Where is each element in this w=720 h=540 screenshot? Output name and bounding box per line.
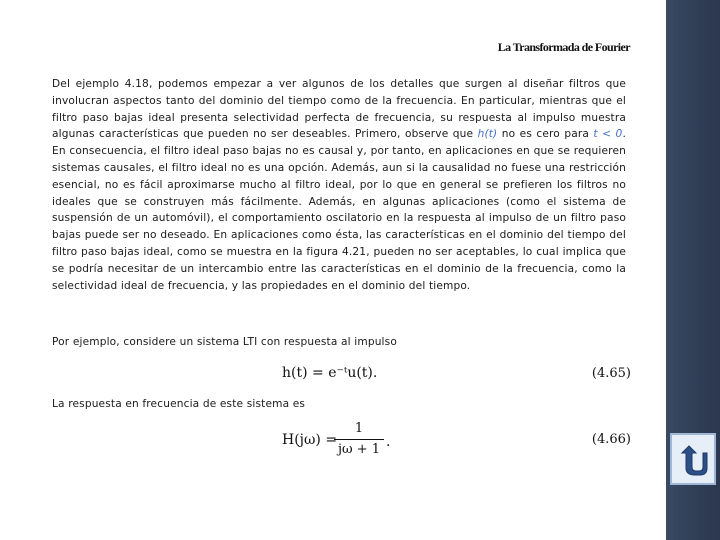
highlight-ht: h(t) xyxy=(477,128,498,141)
body-paragraph xyxy=(52,76,626,294)
equation-fraction xyxy=(334,420,384,459)
return-arrow-icon xyxy=(677,443,709,477)
slide-title: La Transformada de Fourier xyxy=(497,40,630,54)
equation-impulse-response: h(t) = e⁻ᵗu(t). xyxy=(282,365,378,381)
return-button[interactable] xyxy=(670,433,716,485)
equation-4-65 xyxy=(276,362,635,386)
paragraph-text-c: . En consecuencia, el filtro ideal paso bajas no es causal y, por tanto, en aplicaciones en que se requieren sistemas causales, el filtro ideal no es una opción. Además, aun si la causalidad no fuese una restricción esencial, no es fácil aproximarse mucho al filtro ideal, por lo que en general se prefieren los filtros no ideales que se construyen más fácilmente. Además, en algunas aplicaciones (como el sistema de suspensión de un automóvil), el comportamiento oscilatorio en la respuesta al impulso de un filtro paso bajas puede ser no deseado. En aplicaciones como ésta, las características en el dominio del tiempo del filtro paso bajas ideal, como se muestra en la figura 4.21, pueden no ser aceptables, lo cual implica que se podría necesitar de un intercambio entre las características en el dominio de la frecuencia, como la selectividad ideal de frecuencia, y las propiedades en el dominio del tiempo. xyxy=(52,128,626,292)
equation-period: . xyxy=(386,434,391,450)
example-intro-text: Por ejemplo, considere un sistema LTI con respuesta al impulso xyxy=(52,336,397,348)
equation-4-66 xyxy=(276,420,635,462)
equation-number: (4.66) xyxy=(591,432,631,447)
equation-number: (4.65) xyxy=(591,366,631,381)
fraction-bar xyxy=(334,439,384,440)
fraction-numerator: 1 xyxy=(354,421,364,436)
paragraph-text-a: Del ejemplo 4.18, podemos empezar a ver algunos de los detalles que surgen al diseñar filtros que involucran aspectos tanto del dominio del tiempo como de la frecuencia. En particular, mientras que el filtro paso bajas ideal presenta selectividad perfecta de frecuencia, su respuesta al impulso muestra algunas características que pueden no ser deseables. Primero, observe que xyxy=(52,78,626,141)
fraction-denominator: jω + 1 xyxy=(337,442,381,457)
equation-lhs: H(jω) = xyxy=(282,432,338,448)
highlight-t: t < 0 xyxy=(593,128,623,141)
frequency-response-intro-text: La respuesta en frecuencia de este sistema es xyxy=(52,398,306,410)
paragraph-text-b: no es cero para xyxy=(497,128,594,141)
